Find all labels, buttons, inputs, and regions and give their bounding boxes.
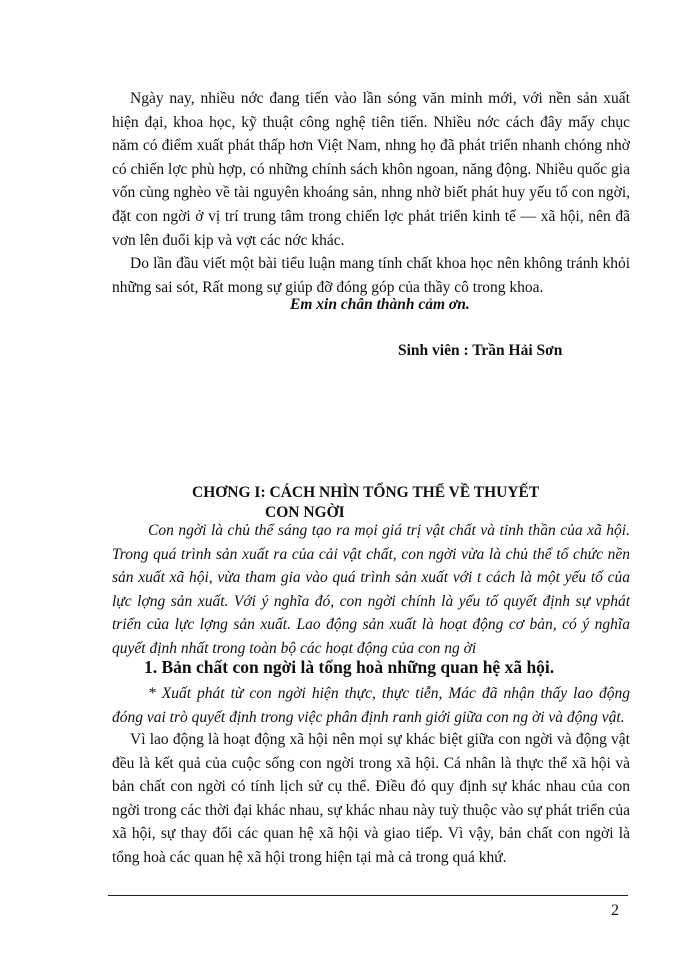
section-note: * Xuất phát từ con ngời hiện thực, thực tiễn, Mác đã nhận thấy lao động đóng vai trò quyết định trong việc phân định ranh giới giữa con ng ời và động vật. xyxy=(112,685,630,726)
footer-rule xyxy=(108,895,628,896)
page-number: 2 xyxy=(611,902,619,919)
intro-paragraph-1: Ngày nay, nhiều nớc đang tiến vào lần sóng văn minh mới, với nền sản xuất hiện đại, khoa học, kỹ thuật công nghệ tiên tiến. Nhiều nớc cách đây mấy chục năm có điểm xuất phát thấp hơn Việt Nam, nhng họ đã phát triển nhanh chóng nhờ có chiến lợc phù hợp, có những chính sách khôn ngoan, năng động. Nhiều quốc gia vốn cùng nghèo về tài nguyên khoáng sản, nhng nhờ biết phát huy yếu tố con ngời, đặt con ngời ở vị trí trung tâm trong chiến lợc phát triển kinh tế — xã hội, nên đã vơn lên đuổi kịp và vợt các nớc khác. xyxy=(112,90,630,249)
chapter-intro: Con ngời là chủ thể sáng tạo ra mọi giá trị vật chất và tinh thần của xã hội. Trong quá trình sản xuất ra của cải vật chất, con ngời vừa là chủ thể tổ chức nền sản xuất xã hội, vừa tham gia vào quá trình sản xuất với t cách là một yếu tố của lực lợng sản xuất. Với ý nghĩa đó, con ngời chính là yếu tố quyết định sự vphát triển của lực lợng sản xuất. Lao động sản xuất là hoạt động cơ bản, có ý nghĩa quyết định nhất trong toàn bộ các hoạt động của con ng ời xyxy=(112,522,630,657)
section-body: Vì lao động là hoạt động xã hội nên mọi sự khác biệt giữa con ngời và động vật đều là kết quả của cuộc sống con ngời trong xã hội. Cá nhân là thực thể xã hội và bản chất con ngời có tính lịch sử cụ thể. Điều đó quy định sự khác nhau của con ngời trong các thời đại khác nhau, sự khác nhau này tuỳ thuộc vào sự phát triển của xã hội, sự thay đổi các quan hệ xã hội và giao tiếp. Vì vậy, bản chất con ngời là tổng hoà các quan hệ xã hội trong hiện tại mà cả trong quá khứ. xyxy=(112,731,630,866)
thanks-line: Em xin chân thành cảm ơn. xyxy=(290,296,470,313)
section-heading: 1. Bản chất con ngời là tổng hoà những quan hệ xã hội. xyxy=(144,657,555,677)
intro-paragraph-2: Do lần đầu viết một bài tiểu luận mang tính chất khoa học nên không tránh khỏi những sai sót, Rất mong sự giúp đỡ đóng góp của thầy cô trong khoa. xyxy=(112,255,630,296)
chapter-title-line-2: CON NGỜI xyxy=(265,504,345,521)
signature: Sinh viên : Trần Hải Sơn xyxy=(398,342,563,359)
chapter-title-line-1: CHƠNG I: CÁCH NHÌN TỔNG THỂ VỀ THUYẾT xyxy=(192,484,540,501)
